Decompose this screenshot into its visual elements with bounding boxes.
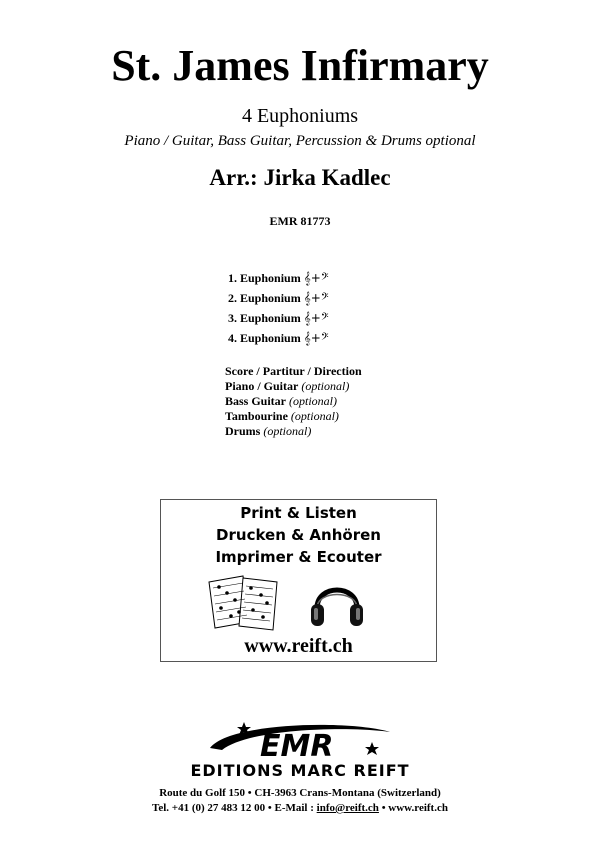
part-label: 1. Euphonium [228,271,301,285]
extra-item [225,379,362,394]
extra-name: Drums [225,424,261,438]
extra-item [225,394,362,409]
page-title: St. James Infirmary [111,41,489,90]
part-label: 4. Euphonium [228,331,301,345]
contact-phone: Tel. +41 (0) 27 483 12 00 • E-Mail : [152,802,317,814]
emr-logo [200,718,400,760]
extras-list [225,364,362,439]
extra-note: (optional) [301,379,350,393]
extra-item [225,364,362,379]
headphones-icon [309,576,365,630]
extra-note: (optional) [289,394,338,408]
catalog-code: EMR 81773 [269,214,331,228]
extra-item [225,424,362,439]
extra-note: (optional) [263,424,312,438]
publisher-address: Route du Golf 150 • CH-3963 Crans-Montana (Switzerland) [159,787,441,799]
extra-item [225,409,362,424]
promo-line-german: Drucken & Anhören [216,526,381,544]
clef-icon: 𝄞+𝄢 [303,291,329,305]
ensemble-subtitle: 4 Euphoniums [241,105,359,127]
part-item [228,308,329,328]
contact-email-link[interactable]: info@reift.ch [316,802,379,814]
logo-text: EMR [260,729,334,760]
promo-line-french: Imprimer & Ecouter [215,548,382,566]
extra-name: Tambourine [225,409,288,423]
print-listen-box [160,499,437,662]
extra-name: Score / Partitur / Direction [225,364,362,378]
parts-list [228,268,329,348]
contact-website: • www.reift.ch [378,802,448,814]
promo-url[interactable]: www.reift.ch [244,635,353,657]
instrumentation-line: Piano / Guitar, Bass Guitar, Percussion & Drums optional [124,133,476,149]
promo-line-english: Print & Listen [240,504,357,522]
part-label: 3. Euphonium [228,311,301,325]
clef-icon: 𝄞+𝄢 [303,271,329,285]
part-item [228,328,329,348]
publisher-name: EDITIONS MARC REIFT [190,761,410,780]
part-label: 2. Euphonium [228,291,301,305]
clef-icon: 𝄞+𝄢 [303,311,329,325]
extra-note: (optional) [290,409,339,423]
publisher-contact [0,801,600,815]
extra-name: Piano / Guitar [225,379,299,393]
part-item [228,288,329,308]
part-item [228,268,329,288]
extra-name: Bass Guitar [225,394,287,408]
clef-icon: 𝄞+𝄢 [303,331,329,345]
arranger-credit: Arr.: Jirka Kadlec [209,165,391,190]
sheet-music-icon [207,572,283,632]
